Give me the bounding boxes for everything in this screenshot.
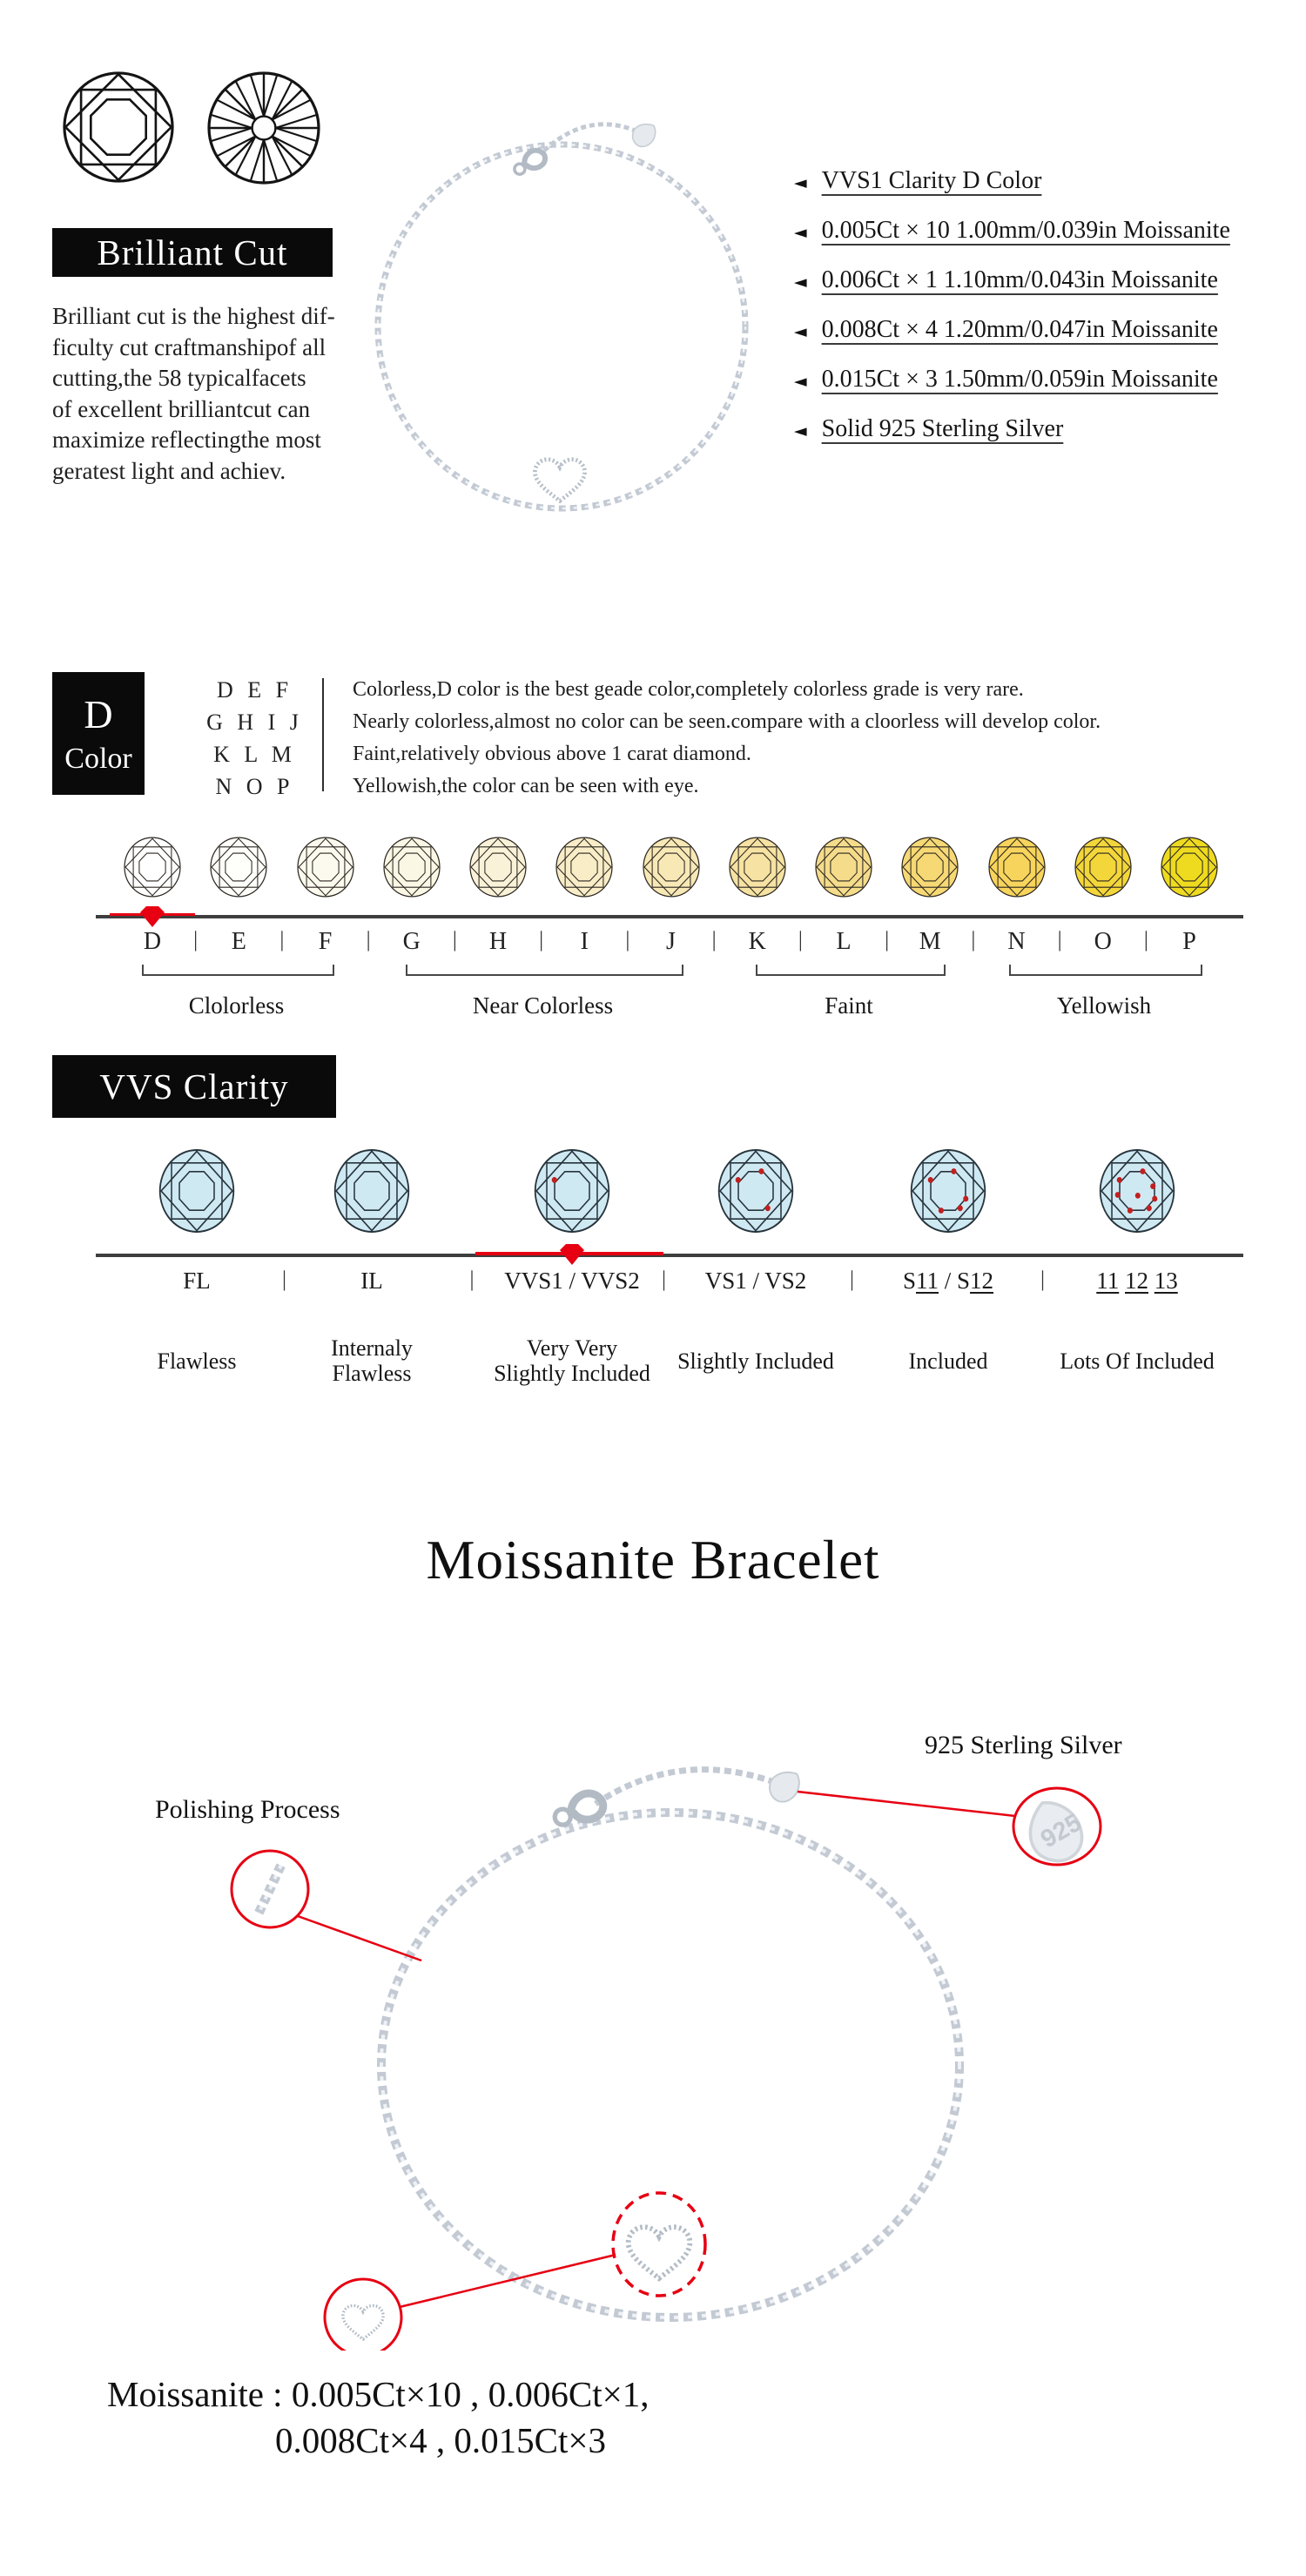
- red-gem-marker-icon: [138, 905, 166, 929]
- diamond-top-view-icon: [642, 836, 701, 898]
- red-gem-marker-icon: [558, 1242, 586, 1267]
- paragraph-line: maximize reflectingthe most: [52, 427, 321, 453]
- chain-loop: [378, 145, 745, 508]
- tag-engraving-text: 925: [1035, 1808, 1087, 1854]
- color-scale-letter: D: [143, 928, 162, 955]
- spec-bullet-item: [794, 366, 1218, 393]
- scale-separator: |: [625, 928, 630, 952]
- brilliant-cut-heading: [52, 228, 333, 277]
- diamond-top-view-icon: [158, 1147, 236, 1234]
- left-triangle-bullet-icon: ◄: [794, 322, 807, 341]
- d-color-description: Nearly colorless,almost no color can be seen.compare with a cloorless will develop color.: [353, 710, 1101, 733]
- scale-separator: |: [711, 928, 717, 952]
- d-color-grades: D E F: [216, 676, 293, 703]
- scale-separator: |: [1057, 928, 1062, 952]
- scale-separator: |: [539, 928, 544, 952]
- brilliant-cut-heading-text: Brilliant Cut: [97, 232, 288, 272]
- clarity-grade-text: VS1 / VS2: [704, 1268, 807, 1294]
- color-grade-diamond-icon: [382, 836, 441, 903]
- extension-chain: [596, 1770, 777, 1804]
- paragraph-line: of excellent brilliantcut can: [52, 395, 311, 422]
- paragraph-line: geratest light and achiev.: [52, 457, 286, 484]
- silver-tag-icon: [628, 118, 661, 151]
- scale-separator: |: [849, 1268, 855, 1291]
- diamond-top-view-icon: [909, 1147, 987, 1234]
- clarity-grade-diamond-icon: [158, 1147, 236, 1239]
- clarity-grade-diamond-icon: [1098, 1147, 1176, 1239]
- clarity-grade-diamond-icon: [909, 1147, 987, 1239]
- left-triangle-bullet-icon: ◄: [794, 223, 807, 242]
- clarity-label-line: Very Very: [526, 1335, 618, 1361]
- brilliant-cut-pavilion-diagram-icon: [205, 70, 322, 186]
- color-grade-diamond-icon: [555, 836, 614, 903]
- color-group-label: Clolorless: [188, 992, 285, 1019]
- spec-bullet-text: 0.008Ct × 4 1.20mm/0.047in Moissanite: [821, 316, 1218, 343]
- color-grade-diamond-icon: [1160, 836, 1219, 903]
- scale-separator: |: [452, 928, 457, 952]
- vvs-clarity-heading: [52, 1055, 336, 1118]
- color-scale-letter: F: [318, 928, 333, 955]
- scale-separator: |: [366, 928, 371, 952]
- paragraph-line: cutting,the 58 typicalfacets: [52, 365, 306, 391]
- diamond-top-view-icon: [1074, 836, 1133, 898]
- diamond-top-view-icon: [728, 836, 787, 898]
- color-scale-letter: K: [748, 928, 766, 955]
- scale-separator: |: [971, 928, 976, 952]
- diamond-top-view-icon: [382, 836, 441, 898]
- scale-separator: |: [279, 928, 285, 952]
- diamond-top-view-icon: [533, 1147, 611, 1234]
- d-color-grades: G H I J: [206, 709, 303, 735]
- color-scale-line: [96, 915, 1243, 918]
- d-color-table-row: [200, 738, 1280, 770]
- color-scale-letter: E: [231, 928, 246, 955]
- color-grade-diamond-icon: [900, 836, 959, 903]
- page-title: Moissanite Bracelet: [426, 1530, 880, 1591]
- silver-annotation-label: 925 Sterling Silver: [925, 1731, 1122, 1759]
- moissanite-spec-line-1: Moissanite : 0.005Ct×10 , 0.006Ct×1,: [107, 2374, 650, 2414]
- clarity-label-line: Flawless: [157, 1348, 237, 1374]
- spec-bullet-item: [794, 167, 1041, 195]
- red-gem-marker-icon: [558, 1242, 586, 1267]
- clarity-label-line: Internaly: [331, 1335, 413, 1361]
- clarity-label-line: Lots Of Included: [1060, 1348, 1215, 1374]
- scale-separator: |: [1143, 928, 1148, 952]
- d-color-heading: [52, 672, 145, 795]
- polish-annotation-label: Polishing Process: [155, 1795, 340, 1824]
- spec-bullet-text: 0.006Ct × 1 1.10mm/0.043in Moissanite: [821, 266, 1218, 293]
- heart-charm-icon: [629, 2227, 690, 2278]
- spec-bullet-text: 0.015Ct × 3 1.50mm/0.059in Moissanite: [821, 366, 1218, 393]
- diamond-top-view-icon: [717, 1147, 795, 1234]
- color-scale-letter: H: [488, 928, 508, 955]
- color-scale-letter: G: [402, 928, 421, 955]
- d-color-grades: N O P: [215, 773, 294, 799]
- scale-separator: |: [885, 928, 890, 952]
- clarity-scale-line: [96, 1254, 1243, 1257]
- diamond-top-view-icon: [900, 836, 959, 898]
- left-triangle-bullet-icon: ◄: [794, 272, 807, 292]
- group-bracket: [406, 965, 683, 976]
- diamond-top-view-icon: [123, 836, 182, 898]
- color-grade-diamond-icon: [987, 836, 1047, 903]
- color-group-label: Faint: [825, 992, 873, 1019]
- bracelet-photo-top: [366, 57, 784, 566]
- d-color-description: Yellowish,the color can be seen with eye.: [353, 775, 699, 797]
- paragraph-line: ficulty cut craftmanshipof all: [52, 333, 326, 360]
- diamond-top-view-icon: [555, 836, 614, 898]
- d-color-description: Colorless,D color is the best geade color,completely colorless grade is very rare.: [353, 678, 1024, 701]
- color-grade-diamond-icon: [1074, 836, 1133, 903]
- d-color-heading-letter: D: [84, 691, 113, 736]
- diamond-top-view-icon: [333, 1147, 411, 1234]
- spec-bullet-item: [794, 316, 1218, 344]
- annotation-line-polish: [298, 1916, 421, 1961]
- clarity-grade-text: S11 / S12: [902, 1268, 994, 1294]
- heart-charm-icon: [535, 460, 584, 501]
- spec-bullet-text: 0.005Ct × 10 1.00mm/0.039in Moissanite: [821, 217, 1230, 244]
- annotation-line-heart: [400, 2255, 616, 2307]
- moissanite-spec-line-2: 0.008Ct×4 , 0.015Ct×3: [275, 2420, 606, 2460]
- clarity-label-line: Slightly Included: [494, 1361, 650, 1386]
- group-bracket: [142, 965, 334, 976]
- clarity-grade-diamond-icon: [717, 1147, 795, 1239]
- color-grade-diamond-icon: [468, 836, 528, 903]
- color-group-label: Near Colorless: [472, 992, 614, 1019]
- color-scale-letter: O: [1094, 928, 1112, 955]
- diamond-top-view-icon: [1098, 1147, 1176, 1234]
- clarity-group-label: [1024, 1334, 1250, 1388]
- diamond-top-view-icon: [814, 836, 873, 898]
- clarity-grade-text: IL: [360, 1268, 383, 1294]
- extension-chain: [544, 124, 637, 151]
- scale-separator: |: [469, 1268, 475, 1291]
- color-grade-diamond-icon: [209, 836, 268, 903]
- paragraph-line: Brilliant cut is the highest dif-: [52, 303, 335, 329]
- color-scale-letter: L: [836, 928, 852, 955]
- clarity-label-line: Included: [908, 1348, 988, 1374]
- red-gem-marker-icon: [138, 905, 166, 929]
- d-color-heading-word: Color: [64, 742, 132, 775]
- d-color-table-row: [200, 674, 1280, 706]
- color-grade-diamond-icon: [814, 836, 873, 903]
- clarity-grade-text: 11 12 13: [1096, 1268, 1178, 1294]
- left-triangle-bullet-icon: ◄: [794, 173, 807, 192]
- color-group-label: Yellowish: [1056, 992, 1152, 1019]
- clarity-grade-text: FL: [183, 1268, 211, 1294]
- spec-bullet-item: [794, 415, 1063, 443]
- color-scale-letter: M: [919, 928, 941, 955]
- scale-separator: |: [798, 928, 803, 952]
- color-grade-diamond-icon: [123, 836, 182, 903]
- color-scale-letter: N: [1007, 928, 1026, 955]
- color-scale-letter: J: [666, 928, 676, 955]
- left-triangle-bullet-icon: ◄: [794, 421, 807, 441]
- spec-bullet-item: [794, 217, 1230, 245]
- clarity-group-label: [259, 1334, 485, 1388]
- d-color-table-row: [200, 706, 1280, 738]
- clarity-label-line: Slightly Included: [677, 1348, 834, 1374]
- silver-tag-icon: [764, 1764, 806, 1807]
- scale-separator: |: [281, 1268, 287, 1291]
- d-color-table-divider: [322, 678, 324, 791]
- vvs-clarity-heading-text: VVS Clarity: [99, 1066, 289, 1106]
- scale-separator: |: [661, 1268, 667, 1291]
- color-scale-letter: I: [580, 928, 589, 955]
- diamond-top-view-icon: [209, 836, 268, 898]
- color-grade-diamond-icon: [642, 836, 701, 903]
- d-color-grades: K L M: [213, 741, 296, 767]
- brilliant-cut-crown-diagram-icon: [61, 70, 176, 185]
- clarity-grade-text: VVS1 / VVS2: [504, 1268, 640, 1294]
- annotation-line-silver: [798, 1792, 1015, 1816]
- clarity-label-line: Flawless: [332, 1361, 412, 1386]
- diamond-top-view-icon: [987, 836, 1047, 898]
- spec-bullet-text: Solid 925 Sterling Silver: [821, 415, 1064, 442]
- spec-bullet-text: VVS1 Clarity D Color: [821, 167, 1042, 194]
- clarity-grade-diamond-icon: [533, 1147, 611, 1239]
- brilliant-cut-description: [52, 301, 383, 487]
- spec-bullet-item: [794, 266, 1218, 294]
- clarity-grade-diamond-icon: [333, 1147, 411, 1239]
- scale-separator: |: [1040, 1268, 1046, 1291]
- color-scale-letter: P: [1182, 928, 1196, 955]
- group-bracket: [756, 965, 946, 976]
- diamond-top-view-icon: [468, 836, 528, 898]
- group-bracket: [1009, 965, 1202, 976]
- color-grade-diamond-icon: [728, 836, 787, 903]
- scale-separator: |: [193, 928, 199, 952]
- lobster-clasp-icon: [550, 1788, 607, 1833]
- left-triangle-bullet-icon: ◄: [794, 372, 807, 391]
- diamond-top-view-icon: [296, 836, 355, 898]
- d-color-table-row: [200, 770, 1280, 803]
- color-grade-diamond-icon: [296, 836, 355, 903]
- d-color-description: Faint,relatively obvious above 1 carat diamond.: [353, 743, 751, 765]
- diamond-top-view-icon: [1160, 836, 1219, 898]
